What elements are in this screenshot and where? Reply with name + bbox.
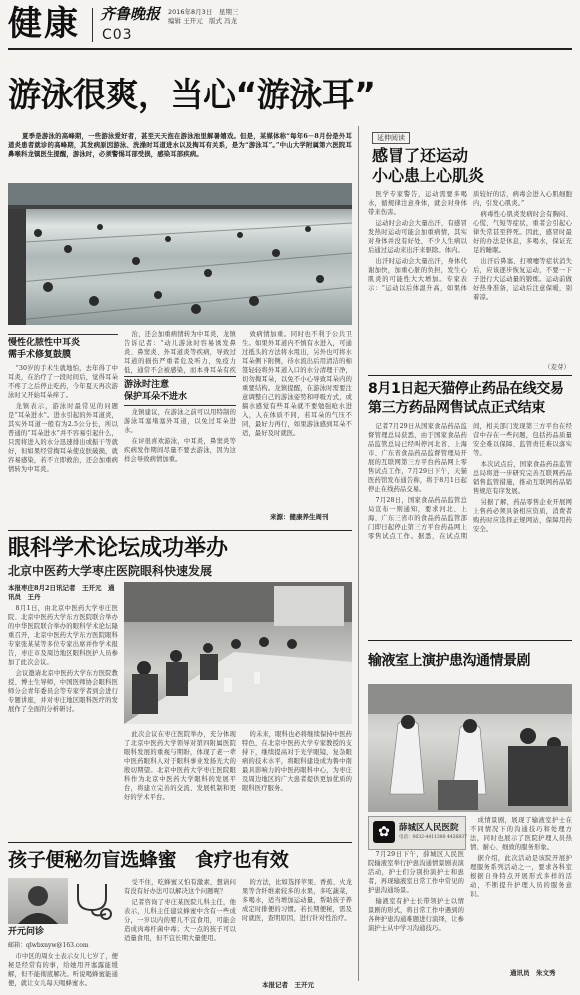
honey-credit: 本报记者 王开元 [262, 981, 314, 989]
lead-intro: 夏季是游泳的高峰期，一些游泳爱好者，甚至天天泡在游泳池里解暑嬉戏。但是，某媒体称“每年6－8月份是外耳道炎患者就诊的高峰期，其发病原因游泳、洗澡时耳道进水以及掏耳有关系，是为“游泳耳”。”中山大学附属第六医院耳鼻喉科龙镇医生提醒，游泳时，必须警惕耳部受损，感染耳部疾病。 [8, 132, 352, 158]
hospital-logo [368, 816, 466, 850]
cold-body: 医学专家警告，运动需要多喝水，循规律注意身体，就会对身体带来伤害。 运动时会动会大量出汗，有感冒发热时运动可能会加重病情，其实对身体并没有好处，不少人生病以后通过运动来出汗来驱除。体内。 出汗时运动会大量出汗，身体代谢加快，加重心脏的负担，发生心肌炎的可能性大大增加。专家表示：“运动以后体温升高，如果体质较好的话，病毒会进入心肌细胞内，引发心肌炎。” 病毒性心肌炎发病时会有胸闷、心慌、气短等症状，重者会引起心律失常甚至猝死。因此，感冒时最好的办法是休息，多喝水，保证充足的睡眠。 出汗后鼻塞、打喷嚏等症状消失后，应该逐步恢复运动，不要一下子进行大运动量的锻炼。运动前做好热身准备，运动后注意保暖，别着凉。 [368, 191, 572, 301]
iv-column-2: 成情景剧，展现了输液室护士在不同情况下的沟通技巧和处理方法，同时也展示了医院护理人员热情、耐心、细致的服务形象。 据介绍，此次活动是该院开展护理服务系列活动之一，要求各科室根据自身特点开展形式多样的活动，不断提升护理人员的服务意识。 [470, 817, 572, 898]
ophth-subheadline: 北京中医药大学枣庄医院眼科快速发展 [8, 564, 213, 578]
lead-column-3: 致病情加重。同时也不利于公共卫生。如果外耳道内不慎有水进入，可通过抵头的方法将水甩出，另外也可将水耳朵侧下附侧，待水流出后用清洁的棉签轻轻将外耳道入口的水分清理干净，切勿掏耳朵，以免不小心导致耳朵内的重要结构。龙镇提醒，在游泳时需要注意调整自己的游泳姿势和呼吸方式，或搞水感觉有些耳朵就不要勉强呛水进入，人在体质不同，若耳朵的气压不同，最好力再行，如果游泳感到耳朵不适，最好及时就医。 [242, 331, 352, 437]
forum-meeting-photo [124, 582, 352, 724]
paper-logo: 齐鲁晚报 [100, 5, 161, 23]
iv-top-rule [368, 640, 572, 641]
lead-column-2b: 龙镇建议，在游泳之前可以用特制的游泳耳塞堵塞外耳道，以免过耳朵进水。 在评很喜欢游泳，中耳炎，鼻窦炎等疾病发作期间尽量不要去游泳，因为这样会导致病情加重。 [124, 409, 236, 463]
drug-body: 记者7月29日从国家食品药品监督管理总局获悉，由于国家食品药品监管总局已经叫停河北省、上海市、广东省食品药品监督管理局开展的互联网第三方平台药品网上零售试点工作，7月29日下午，天猫医药馆发布通告称，将于8月1日起停止在线药品交易。 7月28日，国家食品药品监管总局宣布一则通知，要求河北、上海、广东三省市的食品药品监管部门即日起停止第三方平台药品网上零售试点工作。据悉，在试点期间，相关部门发现第三方平台在经营中存在一些问题，包括药品质量安全难以保障、监管责任难以落实等。 本次试点后，国家食品药品监管总局将进一步研究完善互联网药品销售监管措施，推动互联网药品销售规范有序发展。 另据了解，药品零售企业开展网上售药必须具备相应资质，消费者购药时应选择正规网站，保障用药安全。 [368, 423, 572, 540]
columnist-name: 开元问诊 [8, 927, 45, 937]
ophth-top-rule [8, 530, 352, 531]
honey-column-1: 市中区的周女士表示女儿七岁了，便秘是经常有的事，给她用开塞露能缓解，但不能彻底解决。听说喝蜂蜜能通便，就让女儿每天喝蜂蜜水。 [8, 953, 118, 987]
ophth-headline: 眼科学术论坛成功举办 [8, 536, 229, 561]
lead-subhead-2: 游泳时注意 保护耳朵不进水 [124, 376, 236, 406]
honey-column-3: 的方法，比如选择苹果、香蕉、火龙果等含纤维素较多的水果，多吃蔬菜，多喝水，适当增加运动量，帮助孩子养成定时排便的习惯。若长期便秘，需及时就医，查明原因，进行针对性治疗。 [242, 879, 352, 922]
swimming-pool-photo [8, 183, 352, 325]
lead-column-1: “30岁的手术生就地怕，去年得了中耳炎，在治疗了一段时间后，觉得耳朵不疼了之后停止吃药，今年夏天再次游泳时又开始耳朵痒了。 龙镇表示，游泳时最常见的问题是“耳朵进水”。进水引起的外耳道炎，其实外耳道一般有为2.5公分长，所以普通的“耳朵进水”并不容易引起什么，只需将进入的水分迅速排出或振干等就好，但如果经常掏耳朵使皮肤破损，就容易感染，若不立即救治，还会加重病情转为中耳炎。 [8, 365, 118, 473]
lead-headline: 游泳很爽，当心“游泳耳” [8, 75, 376, 114]
right-column-divider [358, 126, 359, 981]
related-reading-tag: 延伸阅读 [372, 132, 410, 144]
masthead-rule [8, 48, 572, 50]
drug-top-rule [368, 375, 572, 376]
hospital-emblem-icon: ✿ [373, 821, 395, 843]
iv-headline: 输液室上演护患沟通情景剧 [368, 653, 530, 669]
iv-column-1: 7月29日下午，薛城区人民医院输液室举行护患沟通情景剧表演活动，护士们分别扮演护士和患者，再现输液室日常工作中常见的护患沟通场景。 输液室有护士长带领护士以情景剧的形式，将日常工作中遇到的各种护患沟通难题进行演绎，让参演护士从中学习沟通技巧。 [368, 851, 464, 932]
lead-column-2: 治，还会加重病情转为中耳炎，龙镇告诉记者：“动儿游泳时容易诱发鼻炎、鼻窦炎、外耳道炎等疾病，导致过耳道的损伤严重者危及听力，免疫力低，通常不会被感染，而本身耳朵有疾 [124, 331, 236, 374]
cold-headline: 感冒了还运动 小心患上心肌炎 [372, 146, 485, 185]
honey-top-rule [8, 842, 352, 843]
ophth-column-1: 8月1日，由北京中医药大学枣庄医院、北京中医药大学东方医院联合举办的中华医院联合举办的眼科学术论坛隆重召开，北京中医药大学东方医院眼科专家张某某等多位专家出席并作学术报告，枣庄市及周边地区眼科医护人员参加了此次会议。 会议邀请北京中医药大学东方医院教授、博士生导师，中国医师协会眼科医师分会青年委员会等专家学者到会进行专题讲座，并对枣庄地区眼科医疗的发展作了全面的分析研讨。 [8, 605, 118, 713]
issue-date: 2016年8月3日 星期三 [168, 8, 239, 16]
lead-source: 来源：健康养生周刊 [270, 513, 329, 521]
ophth-reporter: 本报枣庄8月2日讯记者 王开元 通讯员 王丹 [8, 584, 115, 601]
editors-line: 编辑 王开元 版式 冯龙 [168, 17, 238, 25]
hospital-name: 薛城区人民医院 [399, 823, 459, 833]
stethoscope-icon [72, 880, 118, 922]
columnist-email: 邮箱：qlwbxnyw@163.com [8, 942, 89, 949]
hospital-phone: 电话：0632-4411380 4426837 [399, 835, 467, 840]
masthead-divider [92, 8, 93, 42]
page-number: C03 [102, 27, 133, 43]
iv-room-photo [368, 684, 572, 812]
iv-credit: 通讯员 朱文秀 [510, 969, 556, 977]
ophth-column-2: 此次会议在枣庄医院举办，充分体现了北京中医药大学领导对第四附属医院眼科发展的重视与期盼，体现了老一辈中医药眼科人对于眼科事业发扬光大的殷切期望。北京中医药大学枣庄医院眼科作为北京中医药大学眼科的发展平台，将建立完善的交流、发展机制和更好的学术平台。 [124, 731, 236, 801]
ophth-column-3: 的未来，眼科也必将继续保持中医药特色，在北京中医药大学专家教授的支持下，继续提高对于光学眼镜、复杂眼病的技术水平，将眼科建设成为鲁中南最具影响力的中医药眼科中心，为枣庄及周边地区的广大患者提供更加优质的眼科医疗服务。 [242, 731, 352, 792]
cold-credit: （麦芽） [544, 363, 570, 371]
section-title: 健康 [8, 4, 80, 44]
drug-headline: 8月1日起天猫停止药品在线交易 第三方药品网售试点正式结束 [368, 381, 564, 416]
columnist-photo [8, 878, 68, 924]
honey-column-2: 受不住，吃蜂蜜又怕有激素，想请问有没有好办法可以解决这个问题呢？ 记者咨询了枣庄某医院儿科主任，他表示，儿科主任建议蜂蜜中含有一些成分，一岁以内的婴儿不宜食用，可能会造成肉毒杆菌中毒；大一点的孩子可以适量食用，但不宜长期大量使用。 [124, 879, 236, 942]
honey-headline: 孩子便秘勿盲选蜂蜜 食疗也有效 [8, 849, 289, 871]
lead-subhead-1: 慢性化脓性中耳炎 需手术修复鼓膜 [8, 334, 118, 361]
